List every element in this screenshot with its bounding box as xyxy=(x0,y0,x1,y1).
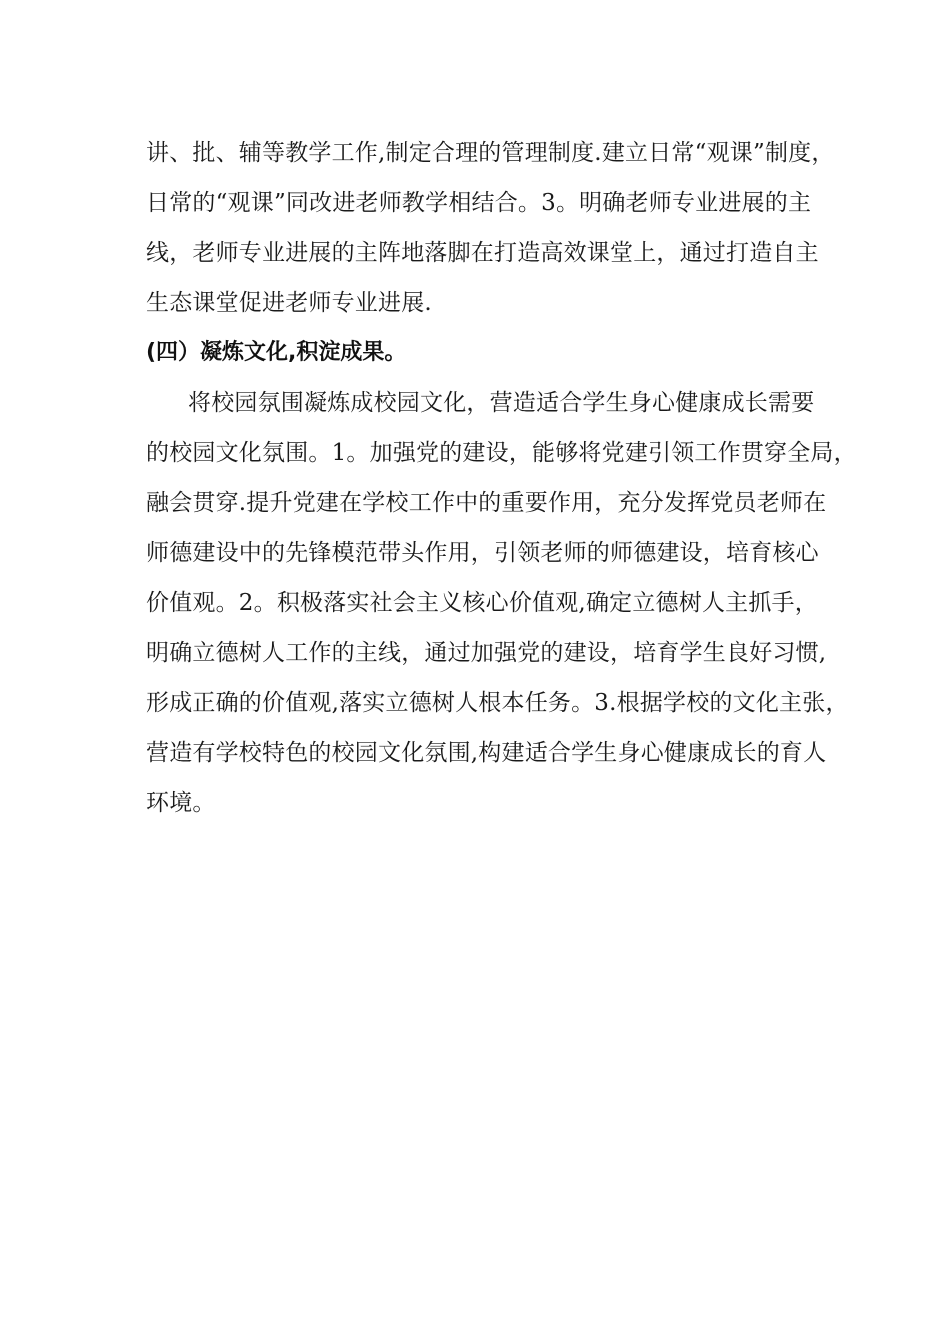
paragraph-2-line-9: 环境。 xyxy=(146,790,216,816)
paragraph-1-line-1: 讲、批、辅等教学工作,制定合理的管理制度.建立日常“观课”制度， xyxy=(146,140,835,166)
paragraph-2-line-2: 的校园文化氛围。1。加强党的建设，能够将党建引领工作贯穿全局， xyxy=(146,440,857,466)
paragraph-2-line-4: 师德建设中的先锋模范带头作用，引领老师的师德建设，培育核心 xyxy=(146,540,819,566)
paragraph-1-line-2: 日常的“观课”同改进老师教学相结合。3。明确老师专业进展的主 xyxy=(146,190,812,216)
paragraph-2-line-3: 融会贯穿.提升党建在学校工作中的重要作用，充分发挥党员老师在 xyxy=(146,490,827,516)
section-heading: (四）凝炼文化,积淀成果。 xyxy=(146,340,407,365)
paragraph-2-line-1: 将校园氛围凝炼成校园文化，营造适合学生身心健康成长需要 xyxy=(188,390,815,416)
paragraph-2-line-8: 营造有学校特色的校园文化氛围,构建适合学生身心健康成长的育人 xyxy=(146,740,827,766)
paragraph-2-line-6: 明确立德树人工作的主线，通过加强党的建设，培育学生良好习惯, xyxy=(146,640,827,666)
paragraph-2-line-7: 形成正确的价值观,落实立德树人根本任务。3.根据学校的文化主张， xyxy=(146,690,849,716)
paragraph-1-line-4: 生态课堂促进老师专业进展. xyxy=(146,290,432,316)
paragraph-2-line-5: 价值观。2。积极落实社会主义核心价值观,确定立德树人主抓手， xyxy=(146,590,818,616)
paragraph-1-line-3: 线，老师专业进展的主阵地落脚在打造高效课堂上，通过打造自主 xyxy=(146,240,819,266)
